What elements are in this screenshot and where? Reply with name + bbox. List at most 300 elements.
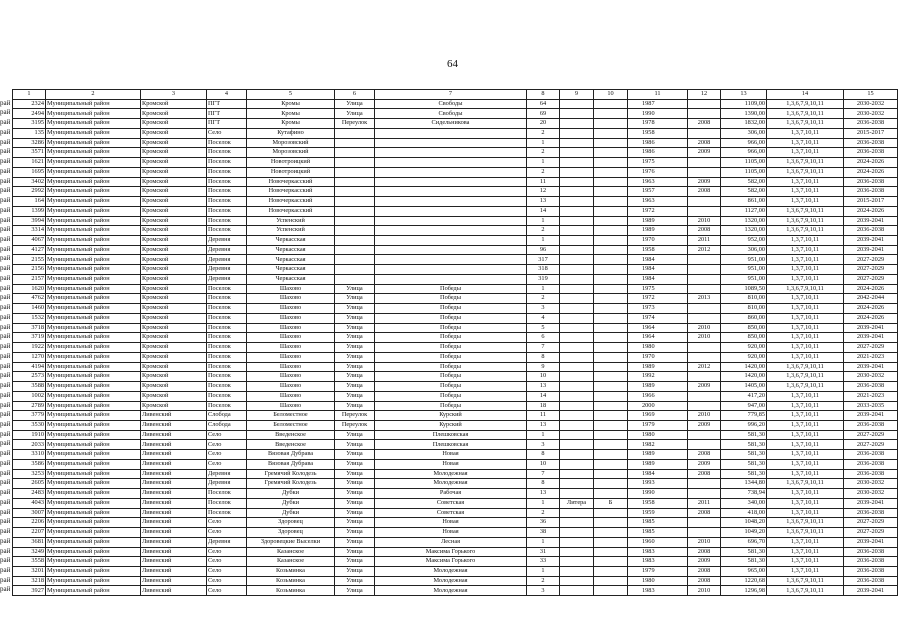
table-cell: 1984 [628,274,688,284]
table-cell [560,284,594,294]
table-cell: 2027-2029 [844,430,898,440]
table-cell: 1989 [628,226,688,236]
table-cell: 1983 [628,547,688,557]
table-row [13,265,898,275]
table-cell: 952,00 [721,236,767,246]
table-row [13,362,898,372]
table-cell: 1976 [628,167,688,177]
table-cell [594,265,628,275]
table-cell: 8 [527,479,560,489]
table-cell: Поселок [207,498,247,508]
table-cell: 2039-2041 [844,323,898,333]
cut-off-text: рай [0,565,11,574]
table-cell: Поселок [207,226,247,236]
table-cell: 1990 [628,489,688,499]
table-row [13,411,898,421]
cut-off-left-column [0,89,12,595]
table-cell: Черкасская [247,274,335,284]
table-cell: Победы [375,382,527,392]
table-cell: Поселок [207,304,247,314]
table-row [13,197,898,207]
table-cell: Муниципальный район [46,459,141,469]
table-row [13,382,898,392]
page-number: 64 [447,58,458,70]
table-cell: 1,3,6,7,9,10,11 [767,119,844,129]
table-cell: Поселок [207,216,247,226]
table-cell: Улица [335,479,375,489]
table-cell [594,99,628,109]
table-cell [594,508,628,518]
table-cell: 2156 [13,265,46,275]
table-cell: 2036-2038 [844,187,898,197]
table-cell: 7 [527,469,560,479]
table-cell: Улица [335,489,375,499]
table-cell: Успенский [247,226,335,236]
table-row [13,245,898,255]
table-cell: Поселок [207,352,247,362]
table-cell: Муниципальный район [46,440,141,450]
table-cell: Муниципальный район [46,411,141,421]
table-cell: Ливенский [141,420,207,430]
table-cell: Победы [375,323,527,333]
table-cell: Шахово [247,333,335,343]
table-cell: Дубки [247,489,335,499]
table-cell: 1984 [628,265,688,275]
table-cell: 3718 [13,323,46,333]
table-cell: 2036-2038 [844,508,898,518]
table-cell [560,391,594,401]
table-cell: Муниципальный район [46,255,141,265]
column-number: 1 [13,90,46,100]
table-cell: 1 [527,430,560,440]
table-cell: 2036-2038 [844,138,898,148]
table-cell: 13 [527,420,560,430]
table-cell: Казанское [247,547,335,557]
cut-off-text: рай [0,351,11,360]
table-cell: 3314 [13,226,46,236]
table-row [13,177,898,187]
table-cell: 4 [527,313,560,323]
table-cell [560,566,594,576]
table-cell: Муниципальный район [46,323,141,333]
table-cell: 3588 [13,382,46,392]
table-cell: Деревня [207,255,247,265]
table-cell: Улица [335,323,375,333]
table-cell: 8 [527,450,560,460]
table-cell: Кромской [141,352,207,362]
table-cell: 2036-2038 [844,420,898,430]
table-row [13,489,898,499]
table-cell: 2036-2038 [844,566,898,576]
table-cell: 1975 [628,284,688,294]
table-cell: Здоровец [247,528,335,538]
table-cell: 2036-2038 [844,382,898,392]
table-cell: 3249 [13,547,46,557]
table-cell: 2039-2041 [844,362,898,372]
header-row [13,90,898,100]
table-cell: 2010 [688,333,721,343]
table-cell: 1,3,7,10,11 [767,187,844,197]
table-cell: 135 [13,128,46,138]
column-number: 5 [247,90,335,100]
table-cell: Свободы [375,109,527,119]
table-cell: Победы [375,284,527,294]
table-cell: Слобода [207,411,247,421]
cut-off-text: рай [0,546,11,555]
table-cell: Козьминка [247,566,335,576]
table-cell: Б [594,498,628,508]
table-cell [560,197,594,207]
table-cell: 1695 [13,167,46,177]
table-row [13,284,898,294]
table-cell: Молодежная [375,576,527,586]
table-cell: Кромской [141,255,207,265]
table-row [13,528,898,538]
table-cell: 1959 [628,508,688,518]
table-cell [594,148,628,158]
table-row [13,420,898,430]
table-cell: 1,3,7,10,11 [767,255,844,265]
table-row [13,99,898,109]
table-cell: 1,3,6,7,9,10,11 [767,206,844,216]
table-cell: Улица [335,430,375,440]
table-cell: 2207 [13,528,46,538]
table-cell: Улица [335,498,375,508]
table-cell: 2000 [628,401,688,411]
cut-off-text: рай [0,137,11,146]
table-cell: Ливенский [141,479,207,489]
table-cell: Поселок [207,187,247,197]
table-cell: Кромской [141,99,207,109]
table-cell: Поселок [207,294,247,304]
table-cell: Улица [335,343,375,353]
table-cell: 2008 [688,187,721,197]
table-cell: 1,3,7,10,11 [767,469,844,479]
table-cell: Переулок [335,119,375,129]
table-cell: 1,3,6,7,9,10,11 [767,528,844,538]
table-cell [560,459,594,469]
table-cell: 3253 [13,469,46,479]
table-cell: Кромской [141,138,207,148]
table-cell: Деревня [207,479,247,489]
table-cell: Ливенский [141,518,207,528]
table-row [13,401,898,411]
table-cell: Ливенский [141,489,207,499]
table-cell: Кромы [247,109,335,119]
cut-off-text [0,89,12,99]
column-number: 8 [527,90,560,100]
table-cell: Поселок [207,138,247,148]
table-cell: 1964 [628,323,688,333]
table-cell [560,313,594,323]
table-cell: 96 [527,245,560,255]
table-cell: Свободы [375,99,527,109]
table-cell: 1989 [628,382,688,392]
table-cell: 581,30 [721,547,767,557]
table-cell: Морозовский [247,138,335,148]
table-cell: 1220,68 [721,576,767,586]
cut-off-text: рай [0,235,11,244]
table-cell: Село [207,566,247,576]
table-cell [594,528,628,538]
table-cell: 2027-2029 [844,265,898,275]
table-cell: 1399 [13,206,46,216]
table-cell: 2015-2017 [844,128,898,138]
table-cell [560,255,594,265]
table-cell: 1,3,7,10,11 [767,148,844,158]
table-cell: 1984 [628,469,688,479]
column-number: 7 [375,90,527,100]
table-cell: 1 [527,537,560,547]
table-cell: 1344,80 [721,479,767,489]
table-cell [560,352,594,362]
table-cell [335,236,375,246]
table-cell: Молодежная [375,479,527,489]
table-cell: 920,00 [721,343,767,353]
table-cell: 1964 [628,333,688,343]
table-cell: 779,85 [721,411,767,421]
table-cell: 581,30 [721,450,767,460]
table-cell [560,206,594,216]
table-cell: 1390,00 [721,109,767,119]
table-cell: Кромы [247,99,335,109]
table-cell: 581,30 [721,430,767,440]
table-cell: 1460 [13,304,46,314]
table-cell: 1957 [628,187,688,197]
table-cell: 3 [527,586,560,596]
table-cell [688,489,721,499]
table-cell: 581,30 [721,459,767,469]
table-cell: 2039-2041 [844,411,898,421]
cut-off-text: рай [0,488,11,497]
table-cell [594,304,628,314]
table-cell: Улица [335,109,375,119]
table-cell [560,489,594,499]
table-cell [335,255,375,265]
table-cell [560,333,594,343]
table-cell: 2573 [13,372,46,382]
column-number: 4 [207,90,247,100]
cut-off-text: рай [0,585,11,594]
table-row [13,537,898,547]
table-cell: Шахово [247,401,335,411]
table-row [13,274,898,284]
table-cell: 850,00 [721,323,767,333]
table-cell: Максима Горького [375,557,527,567]
table-cell [335,138,375,148]
table-cell: 38 [527,528,560,538]
table-cell: 3286 [13,138,46,148]
table-cell: Новотроицкий [247,167,335,177]
cut-off-text: рай [0,215,11,224]
table-cell [688,274,721,284]
table-cell: Муниципальный район [46,265,141,275]
table-cell: Муниципальный район [46,401,141,411]
table-cell: 2027-2029 [844,440,898,450]
table-cell [688,109,721,119]
table-cell [335,177,375,187]
table-cell: 1,3,6,7,9,10,11 [767,372,844,382]
table-cell [375,128,527,138]
table-cell: 2992 [13,187,46,197]
table-cell: 2024-2026 [844,304,898,314]
table-cell: Шахово [247,313,335,323]
table-cell [594,333,628,343]
table-cell [594,430,628,440]
table-cell: 2789 [13,401,46,411]
table-cell [560,236,594,246]
table-cell: Молодежная [375,566,527,576]
table-cell: Максима Горького [375,547,527,557]
table-cell: Село [207,547,247,557]
table-cell: Муниципальный район [46,362,141,372]
table-cell [560,119,594,129]
table-cell: Муниципальный район [46,333,141,343]
cut-off-text: рай [0,419,11,428]
table-cell [560,528,594,538]
table-row [13,450,898,460]
table-cell: 1,3,6,7,9,10,11 [767,479,844,489]
table-cell: Кромской [141,245,207,255]
table-cell: 965,00 [721,566,767,576]
table-cell: 9 [527,362,560,372]
table-cell: Гремячий Колодезь [247,479,335,489]
table-cell: 810,00 [721,304,767,314]
table-cell: 1993 [628,479,688,489]
table-cell [560,372,594,382]
table-cell: Введенское [247,430,335,440]
table-cell [560,128,594,138]
table-cell: 1532 [13,313,46,323]
table-cell: 13 [527,197,560,207]
table-cell: 1985 [628,528,688,538]
table-cell: Муниципальный район [46,528,141,538]
table-cell: 1 [527,138,560,148]
table-cell: 2033-2035 [844,401,898,411]
table-cell: 3719 [13,333,46,343]
table-cell [688,99,721,109]
table-cell: 1963 [628,197,688,207]
table-cell: 1985 [628,518,688,528]
table-cell: 2009 [688,148,721,158]
table-cell: Козьминка [247,576,335,586]
table-cell [335,206,375,216]
table-cell: 1405,00 [721,382,767,392]
table-row [13,294,898,304]
table-cell: 1,3,6,7,9,10,11 [767,518,844,528]
housing-registry-table [12,89,898,596]
table-cell: Муниципальный район [46,420,141,430]
table-cell: 951,00 [721,265,767,275]
table-cell: 1989 [628,362,688,372]
table-cell [594,566,628,576]
table-cell: Ливенский [141,557,207,567]
table-cell: Новая [375,450,527,460]
table-cell: 3586 [13,459,46,469]
table-cell: 1,3,6,7,9,10,11 [767,382,844,392]
table-cell: 1979 [628,420,688,430]
table-cell: Курский [375,411,527,421]
table-cell: 4067 [13,236,46,246]
table-cell: Кромской [141,333,207,343]
table-cell: 5 [527,323,560,333]
table-cell: Кромской [141,294,207,304]
table-cell: Ливенский [141,528,207,538]
table-cell: Муниципальный район [46,216,141,226]
table-cell [594,177,628,187]
table-cell: Муниципальный район [46,372,141,382]
table-row [13,391,898,401]
table-row [13,498,898,508]
cut-off-text: рай [0,254,11,263]
table-cell: 2015-2017 [844,197,898,207]
table-cell [560,430,594,440]
table-cell [560,362,594,372]
table-cell: Дубки [247,508,335,518]
table-cell [594,274,628,284]
table-cell: Беломестное [247,420,335,430]
table-cell [688,255,721,265]
table-cell: Улица [335,372,375,382]
table-cell: 3201 [13,566,46,576]
table-cell [560,323,594,333]
table-cell: 2030-2032 [844,489,898,499]
table-cell: 2 [527,226,560,236]
table-cell [335,216,375,226]
table-cell [335,226,375,236]
table-cell [688,265,721,275]
table-cell: Муниципальный район [46,274,141,284]
cut-off-text: рай [0,303,11,312]
table-cell: 3927 [13,586,46,596]
table-cell: 860,00 [721,313,767,323]
table-cell [594,197,628,207]
cut-off-text: рай [0,98,11,107]
table-cell: 3 [527,440,560,450]
table-cell: Улица [335,294,375,304]
table-cell: 2027-2029 [844,255,898,265]
table-cell [594,469,628,479]
table-cell [594,167,628,177]
table-cell: 1109,00 [721,99,767,109]
table-cell: Село [207,518,247,528]
table-cell: 2024-2026 [844,206,898,216]
table-cell: Переулок [335,411,375,421]
table-cell [594,255,628,265]
table-row [13,216,898,226]
table-cell: 12 [527,187,560,197]
table-cell: 1989 [628,459,688,469]
table-cell: 1,3,7,10,11 [767,313,844,323]
cut-off-text: рай [0,147,11,156]
column-number: 10 [594,90,628,100]
table-cell: 2039-2041 [844,333,898,343]
table-row [13,518,898,528]
table-cell: 1984 [628,255,688,265]
table-cell [688,528,721,538]
table-cell: Муниципальный район [46,313,141,323]
table-cell: 1320,00 [721,226,767,236]
table-cell: 1,3,7,10,11 [767,128,844,138]
cut-off-text: рай [0,410,11,419]
table-row [13,313,898,323]
table-cell: Улица [335,391,375,401]
table-cell: 2008 [688,547,721,557]
table-cell: Село [207,459,247,469]
table-row [13,566,898,576]
table-cell: Муниципальный район [46,304,141,314]
cut-off-text: рай [0,166,11,175]
